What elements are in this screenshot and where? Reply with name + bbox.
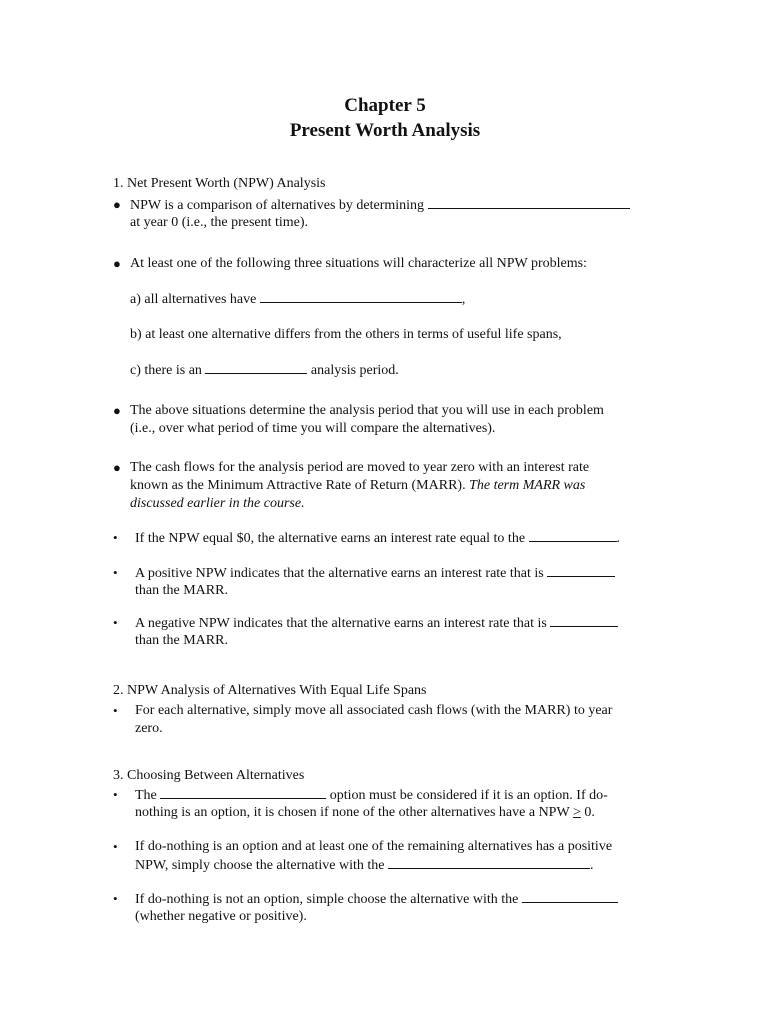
chapter-heading: Chapter 5 — [344, 95, 426, 116]
list-item — [130, 477, 585, 495]
fill-blank — [547, 564, 615, 577]
bullet-icon: • — [113, 891, 118, 906]
item-text: (whether negative or positive). — [135, 909, 307, 924]
bullet-icon: • — [113, 530, 118, 545]
bullet-icon: • — [113, 703, 118, 718]
bullet-icon: • — [113, 787, 118, 802]
item-text: a) all alternatives have — [130, 292, 257, 307]
fill-blank — [529, 529, 617, 542]
list-item — [135, 564, 615, 583]
fill-blank — [388, 856, 590, 869]
punctuation: . — [590, 858, 594, 873]
list-item — [135, 804, 595, 822]
punctuation: . — [616, 531, 621, 546]
item-text: nothing is an option, it is chosen if none of the other alternatives have a NPW — [135, 805, 570, 820]
section-1-title: 1. Net Present Worth (NPW) Analysis — [113, 176, 326, 191]
fill-blank — [205, 361, 307, 374]
item-text: than the MARR. — [135, 633, 228, 648]
item-text: A negative NPW indicates that the alternative earns an interest rate that is — [135, 616, 547, 631]
item-text: NPW, simply choose the alternative with the — [135, 858, 385, 873]
bullet-icon: • — [113, 565, 118, 580]
list-item — [135, 529, 620, 548]
list-item — [130, 361, 399, 380]
italic-text: The term MARR was — [469, 478, 586, 493]
section-2-title: 2. NPW Analysis of Alternatives With Equal Life Spans — [113, 683, 427, 698]
item-text: known as the Minimum Attractive Rate of Return (MARR). — [130, 478, 466, 493]
item-text: If do-nothing is not an option, simple choose the alternative with the — [135, 892, 519, 907]
item-text: option must be considered if it is an option. If do- — [329, 788, 608, 803]
bullet-icon: ● — [113, 197, 121, 212]
list-item — [135, 890, 618, 909]
item-text: (i.e., over what period of time you will compare the alternatives). — [130, 421, 496, 436]
fill-blank — [260, 290, 462, 303]
bullet-icon: • — [113, 615, 118, 630]
item-text: A positive NPW indicates that the alternative earns an interest rate that is — [135, 566, 544, 581]
fill-blank — [160, 786, 326, 799]
item-text: The — [135, 788, 157, 803]
fill-blank — [550, 614, 618, 627]
list-item — [130, 290, 465, 309]
section-3-title: 3. Choosing Between Alternatives — [113, 768, 305, 783]
bullet-icon: ● — [113, 256, 121, 271]
item-text: zero. — [135, 721, 163, 736]
item-text: If the NPW equal $0, the alternative earns an interest rate equal to the — [135, 531, 526, 546]
italic-text: discussed earlier in the course. — [130, 496, 305, 511]
fill-blank — [522, 890, 618, 903]
item-text: If do-nothing is an option and at least one of the remaining alternatives has a positive — [135, 839, 613, 854]
item-text: b) at least one alternative differs from the others in terms of useful life spans, — [130, 327, 562, 342]
list-item — [135, 856, 594, 875]
bullet-icon: ● — [113, 403, 121, 418]
list-item — [130, 196, 630, 215]
item-text: analysis period. — [310, 363, 399, 378]
page-title: Present Worth Analysis — [289, 120, 481, 141]
item-text: at year 0 (i.e., the present time). — [130, 215, 309, 230]
list-item — [135, 786, 608, 805]
item-text: NPW is a comparison of alternatives by determining — [130, 198, 425, 213]
item-text: than the MARR. — [135, 583, 228, 598]
item-text: For each alternative, simply move all associated cash flows (with the MARR) to year — [135, 703, 613, 718]
fill-blank — [428, 196, 630, 209]
item-text: The above situations determine the analysis period that you will use in each problem — [130, 403, 604, 418]
item-text: The cash flows for the analysis period are moved to year zero with an interest rate — [130, 460, 590, 475]
bullet-icon: • — [113, 839, 118, 854]
gte-symbol: > — [572, 805, 581, 820]
item-text: c) there is an — [130, 363, 202, 378]
bullet-icon: ● — [113, 460, 121, 475]
list-item — [135, 614, 618, 633]
punctuation: , — [461, 292, 466, 307]
item-text: 0. — [584, 805, 595, 820]
item-text: At least one of the following three situations will characterize all NPW problems: — [130, 256, 587, 271]
